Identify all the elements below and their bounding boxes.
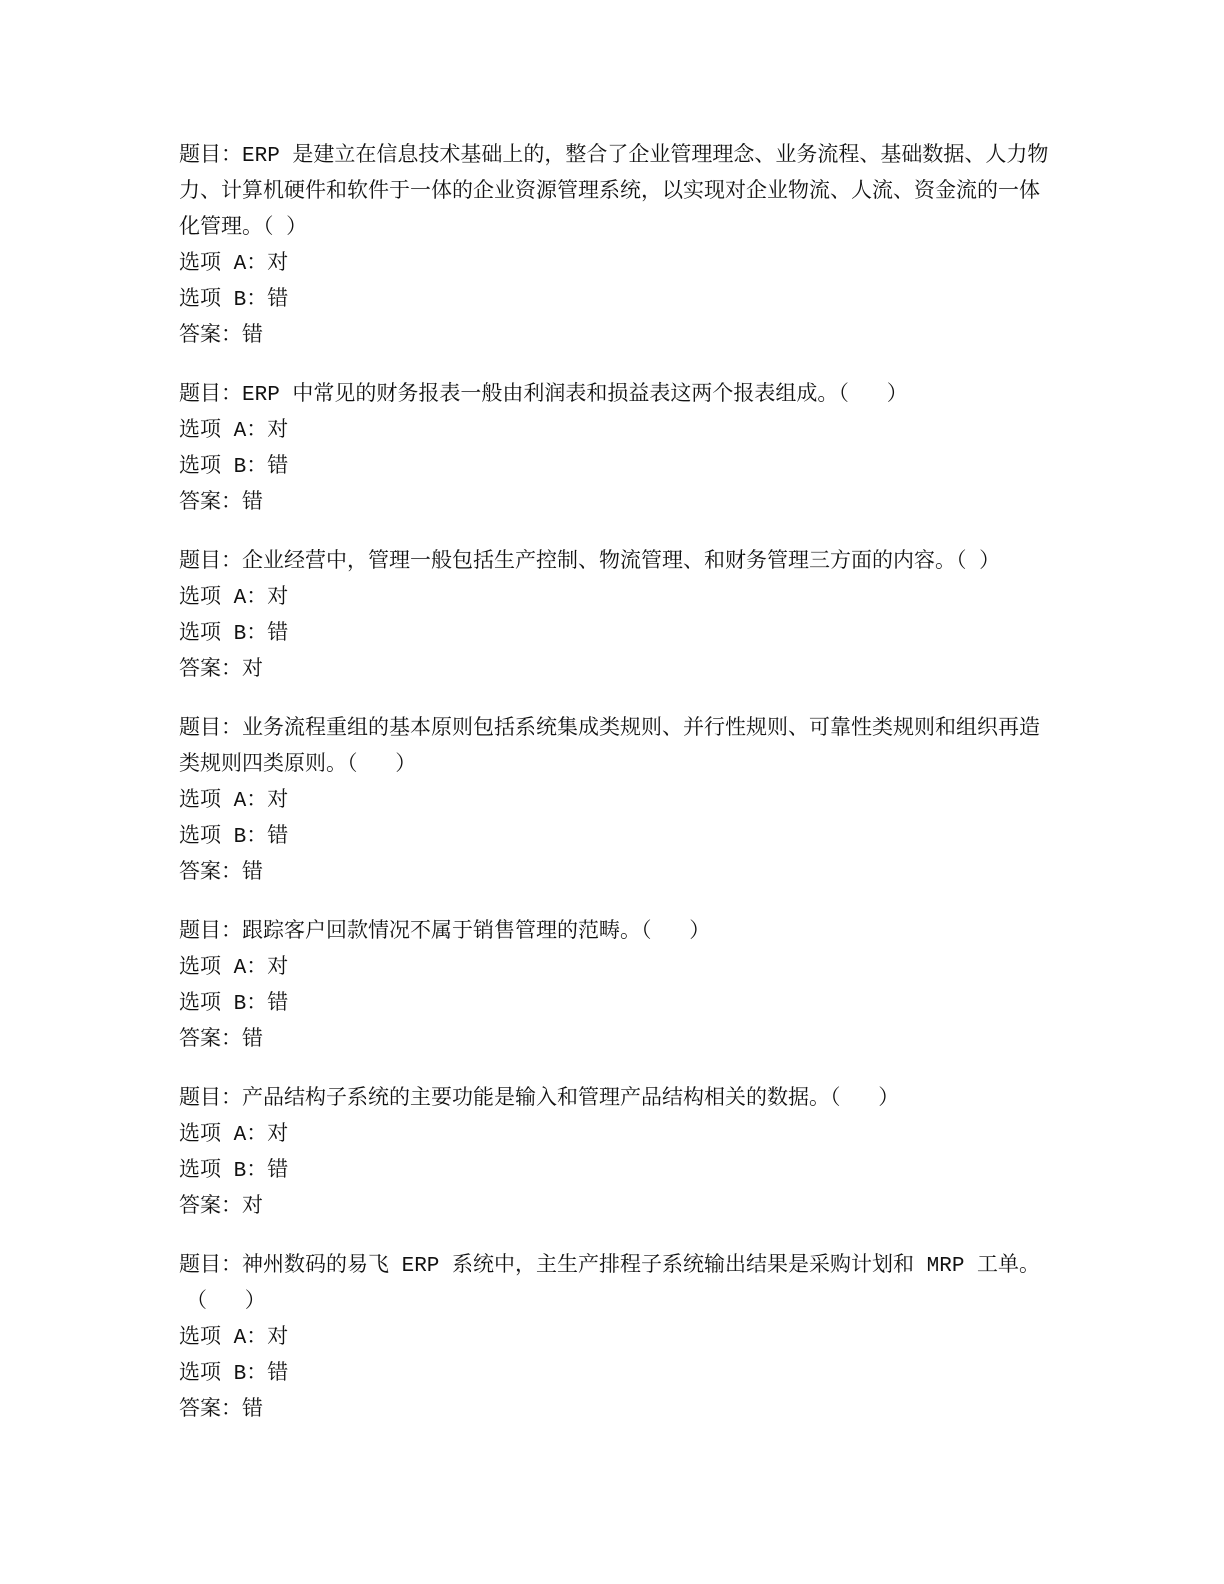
question-text-line: 化管理。（ ） [179, 217, 308, 240]
option-b: 选项 B：错 [179, 1363, 289, 1386]
answer: 答案：错 [179, 862, 263, 885]
answer: 答案：对 [179, 1196, 263, 1219]
question-block [179, 378, 1059, 522]
answer: 答案：错 [179, 325, 263, 348]
option-b: 选项 B：错 [179, 456, 289, 479]
question-text-line: （ ） [186, 1291, 266, 1314]
answer: 答案：错 [179, 1029, 263, 1052]
question-text-line: 题目：业务流程重组的基本原则包括系统集成类规则、并行性规则、可靠性类规则和组织再造 [179, 718, 1040, 741]
question-block [179, 712, 1059, 892]
question-text-line: 类规则四类原则。（ ） [179, 754, 417, 777]
document-page [179, 139, 1059, 1452]
option-b: 选项 B：错 [179, 623, 289, 646]
question-text-line: 题目：神州数码的易飞 ERP 系统中，主生产排程子系统输出结果是采购计划和 MRP 工单。 [179, 1255, 1041, 1278]
question-text-line: 题目：跟踪客户回款情况不属于销售管理的范畴。（ ） [179, 921, 711, 944]
option-a: 选项 A：对 [179, 253, 289, 276]
option-a: 选项 A：对 [179, 420, 289, 443]
answer: 答案：错 [179, 492, 263, 515]
option-a: 选项 A：对 [179, 1124, 289, 1147]
option-a: 选项 A：对 [179, 790, 289, 813]
question-text-line: 题目：产品结构子系统的主要功能是输入和管理产品结构相关的数据。（ ） [179, 1088, 900, 1111]
question-text-line: 题目：企业经营中，管理一般包括生产控制、物流管理、和财务管理三方面的内容。（ ） [179, 551, 1001, 574]
option-b: 选项 B：错 [179, 993, 289, 1016]
question-block [179, 139, 1059, 355]
option-b: 选项 B：错 [179, 826, 289, 849]
option-a: 选项 A：对 [179, 957, 289, 980]
option-b: 选项 B：错 [179, 289, 289, 312]
question-block [179, 545, 1059, 689]
question-block [179, 915, 1059, 1059]
answer: 答案：对 [179, 659, 263, 682]
question-block [179, 1082, 1059, 1226]
answer: 答案：错 [179, 1399, 263, 1422]
question-text-line: 题目：ERP 中常见的财务报表一般由利润表和损益表这两个报表组成。（ ） [179, 384, 908, 407]
question-text-line: 力、计算机硬件和软件于一体的企业资源管理系统，以实现对企业物流、人流、资金流的一体 [179, 181, 1040, 204]
option-b: 选项 B：错 [179, 1160, 289, 1183]
question-block [179, 1249, 1059, 1429]
option-a: 选项 A：对 [179, 587, 289, 610]
option-a: 选项 A：对 [179, 1327, 289, 1350]
question-text-line: 题目：ERP 是建立在信息技术基础上的，整合了企业管理理念、业务流程、基础数据、人力物 [179, 145, 1049, 168]
